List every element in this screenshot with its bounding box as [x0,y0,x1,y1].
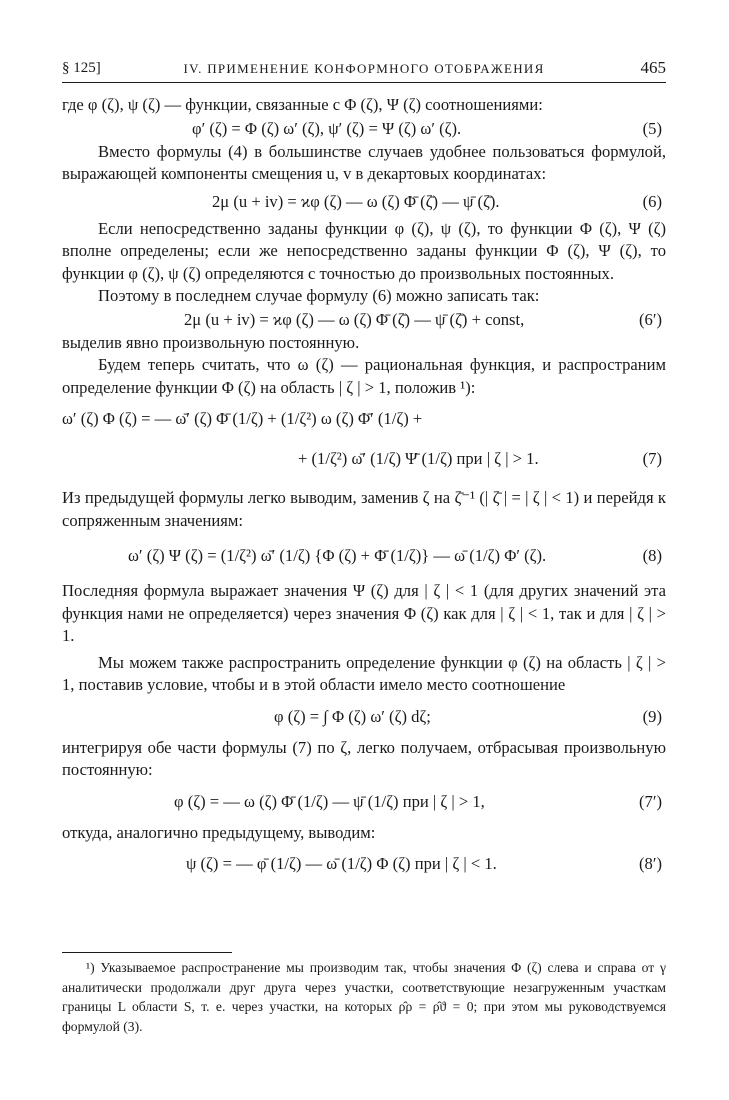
equation-6-number: (6) [642,191,662,211]
equation-8-prime-formula: ψ (ζ) = — φ̄ (1/ζ) — ω̄ (1/ζ) Φ (ζ) при | ζ | < 1. [186,854,497,873]
equation-9-formula: φ (ζ) = ∫ Φ (ζ) ω′ (ζ) dζ; [274,706,431,726]
equation-8-prime [62,844,666,884]
equation-7-line-2 [62,439,666,479]
equation-9-number: (9) [642,706,662,726]
paragraph-8: Последняя формула выражает значения Ψ (ζ) для | ζ | < 1 (для других значений эта функция нами не определяется) через значения Φ (ζ) как для | ζ | < 1, так и для | ζ | > 1. [62,581,666,645]
equation-7-prime-number: (7′) [639,791,662,811]
equation-6-formula: 2μ (u + iv) = ϰφ (ζ) — ω (ζ) Φ̄ (ζ̄) — ψ̄ (ζ̄). [212,191,500,211]
equation-5-number: (5) [642,118,662,138]
equation-9 [62,697,666,737]
main-text [62,94,666,884]
equation-7-formula-b: + (1/ζ²) ω̄′ (1/ζ) Ψ̄ (1/ζ) при | ζ | > 1. [298,449,539,468]
equation-7-prime [62,782,666,822]
paragraph-2: Вместо формулы (4) в большинстве случаев удобнее пользоваться формулой, выражающей компоненты смещения u, v в декартовых координатах: [62,141,666,183]
paragraph-11: откуда, аналогично предыдущему, выводим: [62,822,376,842]
equation-8 [62,536,666,576]
equation-7-formula-a: ω′ (ζ) Φ (ζ) = — ω̄′ (ζ) Φ̄ (1/ζ) + (1/ζ²) ω (ζ) Φ̄′ (1/ζ) + [62,409,423,428]
paragraph-6: Будем теперь считать, что ω (ζ) — рациональная функция, и распространим определение функции Φ (ζ) на область | ζ | > 1, положив ¹): [62,355,666,397]
paragraph-7: Из предыдущей формулы легко выводим, заменив ζ на ζ̄⁻¹ (| ζ̄ | = | ζ | < 1) и перейдя к сопряженным значениям: [62,488,666,530]
equation-7-prime-formula: φ (ζ) = — ω (ζ) Φ̄ (1/ζ) — ψ̄ (1/ζ) при | ζ | > 1, [174,791,485,811]
paragraph-5: выделив явно произвольную постоянную. [62,332,360,352]
section-mark: § 125] [62,60,101,76]
equation-5-formula: φ′ (ζ) = Φ (ζ) ω′ (ζ), ψ′ (ζ) = Ψ (ζ) ω′ (ζ). [192,118,462,138]
paragraph-9: Мы можем также распространить определение функции φ (ζ) на область | ζ | > 1, поставив условие, чтобы и в этой области имело место соотношение [62,652,666,694]
equation-6-prime [62,308,666,332]
paragraph-1: где φ (ζ), ψ (ζ) — функции, связанные с Φ (ζ), Ψ (ζ) соотношениями: [62,95,543,114]
equation-6 [62,190,666,214]
footnote [62,958,666,1036]
paragraph-3: Если непосредственно заданы функции φ (ζ), ψ (ζ), то функции Φ (ζ), Ψ (ζ) вполне определены; если же непосредственно заданы функции Φ (ζ), Ψ (ζ), то функции φ (ζ), ψ (ζ) определяются с точностью до произвольных постоянных. [62,218,666,283]
footnote-rule [62,952,232,953]
equation-5 [62,117,666,141]
page-number: 465 [640,58,666,77]
paragraph-4: Поэтому в последнем случае формулу (6) можно записать так: [98,286,540,305]
equation-7-number: (7) [642,449,662,468]
equation-7-line-1 [62,399,666,439]
equation-8-number: (8) [642,546,662,565]
header-rule [62,82,666,83]
equation-8-formula: ω′ (ζ) Ψ (ζ) = (1/ζ²) ω̄′ (1/ζ) {Φ (ζ) + Φ̄ (1/ζ)} — ω̄ (1/ζ) Φ′ (ζ). [128,546,547,565]
page-header [62,58,666,80]
paragraph-10: интегрируя обе части формулы (7) по ζ, легко получаем, отбрасывая произвольную постоянную: [62,737,666,779]
footnote-text: ¹) Указываемое распространение мы производим так, чтобы значения Φ (ζ) слева и справа от γ аналитически продолжали друг друга через участки, соответствующие незагруженным участкам границы L области S, т. е. через участки, на которых ρ̂ρ = ρ̂ϑ = 0; при этом мы руководствуемся формулой (3). [62,960,666,1034]
equation-6-prime-formula: 2μ (u + iv) = ϰφ (ζ) — ω (ζ) Φ̄ (ζ̄) — ψ̄ (ζ̄) + const, [184,309,525,329]
equation-6-prime-number: (6′) [639,309,662,329]
running-title: IV. ПРИМЕНЕНИЕ КОНФОРМНОГО ОТОБРАЖЕНИЯ [183,61,545,76]
equation-8-prime-number: (8′) [639,854,662,873]
